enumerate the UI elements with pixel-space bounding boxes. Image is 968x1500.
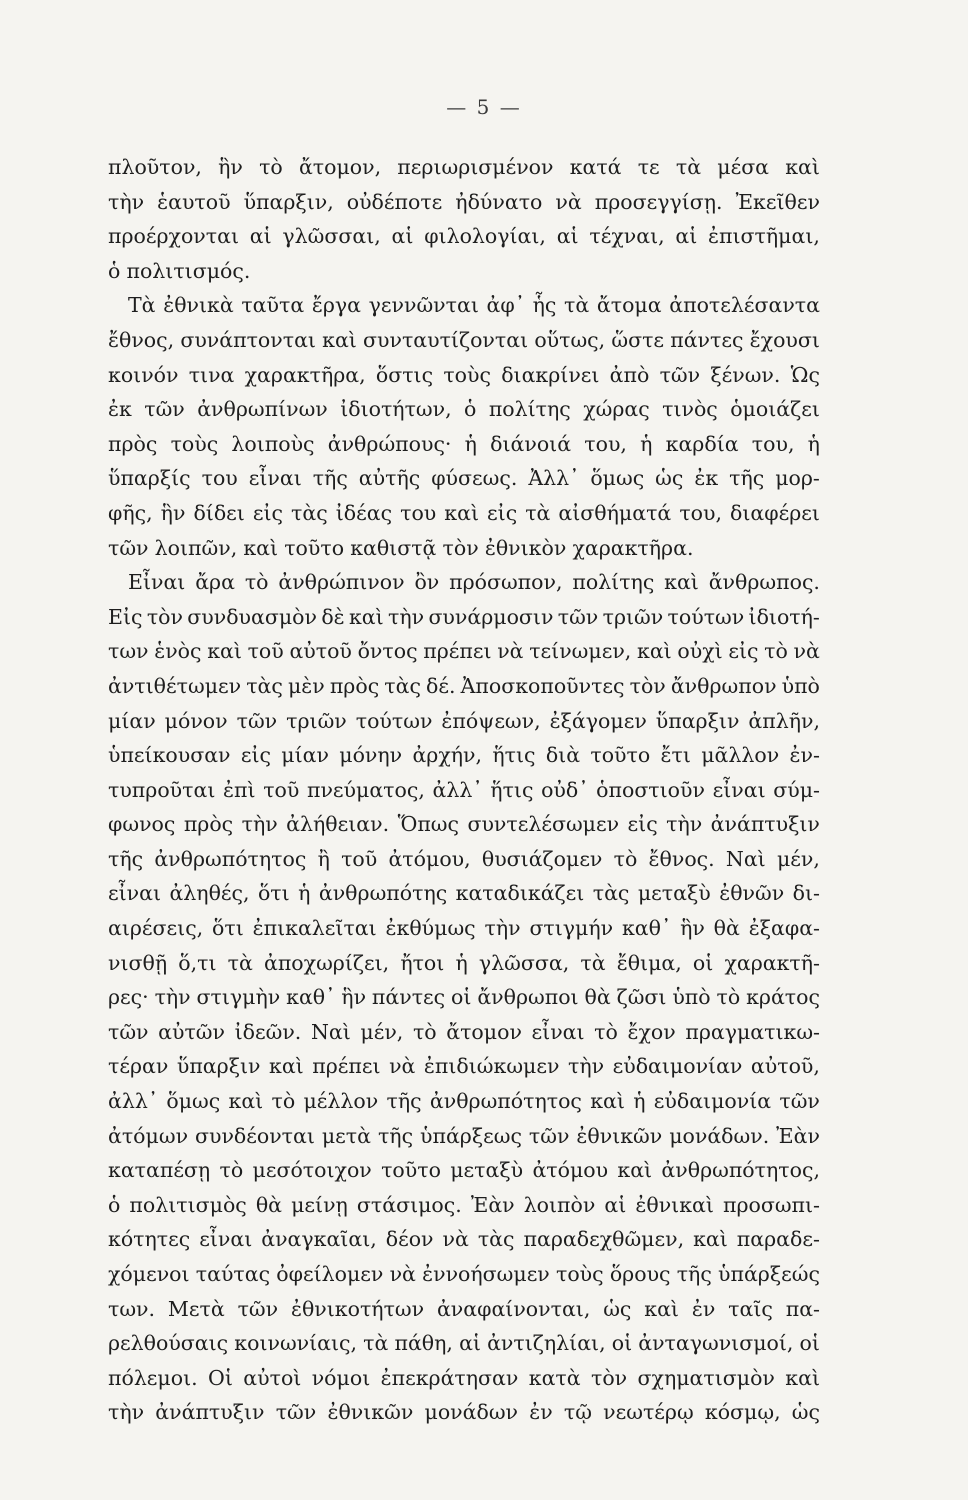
text-line: τὴν ἑαυτοῦ ὕπαρξιν, οὐδέποτε ἠδύνατο νὰ προσεγγίσῃ. Ἐκεῖθεν xyxy=(108,189,820,214)
body-text xyxy=(108,150,820,1430)
text-line: ἀντιθέτωμεν τὰς μὲν πρὸς τὰς δέ. Ἀποσκοποῦντες τὸν ἄνθρωπον ὑπὸ xyxy=(108,673,820,698)
text-line: ὁ πολιτισμός. xyxy=(108,258,251,283)
page-number: — 5 — xyxy=(446,95,522,119)
text-line: φωνος πρὸς τὴν ἀλήθειαν. Ὅπως συντελέσωμεν εἰς τὴν ἀνάπτυξιν xyxy=(108,812,820,837)
text-line: τέραν ὕπαρξιν καὶ πρέπει νὰ ἐπιδιώκωμεν τὴν εὐδαιμονίαν αὐτοῦ, xyxy=(108,1054,820,1079)
text-line: εἶναι ἀληθές, ὅτι ἡ ἀνθρωπότης καταδικάζει τὰς μεταξὺ ἐθνῶν δι- xyxy=(108,881,820,906)
text-line: χόμενοι ταύτας ὀφείλομεν νὰ ἐννοήσωμεν τοὺς ὅρους τῆς ὑπάρξεώς xyxy=(108,1262,820,1286)
text-line: ὁ πολιτισμὸς θὰ μείνῃ στάσιμος. Ἐὰν λοιπὸν αἱ ἐθνικαὶ προσωπι- xyxy=(108,1192,820,1217)
text-line: πόλεμοι. Οἱ αὐτοὶ νόμοι ἐπεκράτησαν κατὰ τὸν σχηματισμὸν καὶ xyxy=(108,1365,820,1390)
text-line: κότητες εἶναι ἀναγκαῖαι, δέον νὰ τὰς παραδεχθῶμεν, καὶ παραδε- xyxy=(108,1227,820,1252)
text-line: τῶν αὐτῶν ἰδεῶν. Ναὶ μέν, τὸ ἄτομον εἶναι τὸ ἔχον πραγματικω- xyxy=(108,1019,820,1044)
text-line: ὑπείκουσαν εἰς μίαν μόνην ἀρχήν, ἥτις διὰ τοῦτο ἔτι μᾶλλον ἐν- xyxy=(108,743,820,768)
text-line: μίαν μόνον τῶν τριῶν τούτων ἐπόψεων, ἐξάγομεν ὕπαρξιν ἀπλῆν, xyxy=(108,708,820,733)
text-line: φῆς, ἣν δίδει εἰς τὰς ἰδέας του καὶ εἰς τὰ αἰσθήματά του, διαφέρει xyxy=(108,500,820,525)
text-line: Εἰς τὸν συνδυασμὸν δὲ καὶ τὴν συνάρμοσιν τῶν τριῶν τούτων ἰδιοτή- xyxy=(108,604,820,629)
text-line: κοινόν τινα χαρακτῆρα, ὅστις τοὺς διακρίνει ἀπὸ τῶν ξένων. Ὡς xyxy=(108,362,820,387)
text-line: τῆς ἀνθρωπότητος ἢ τοῦ ἀτόμου, θυσιάζομεν τὸ ἔθνος. Ναὶ μέν, xyxy=(108,846,820,871)
text-line: ἔθνος, συνάπτονται καὶ συνταυτίζονται οὕτως, ὥστε πάντες ἔχουσι xyxy=(108,327,820,352)
text-line: πλοῦτον, ἣν τὸ ἄτομον, περιωρισμένον κατά τε τὰ μέσα καὶ xyxy=(108,155,820,179)
text-line: πρὸς τοὺς λοιποὺς ἀνθρώπους· ἡ διάνοιά του, ἡ καρδία του, ἡ xyxy=(108,431,820,456)
text-line: τυπροῦται ἐπὶ τοῦ πνεύματος, ἀλλ᾽ ἥτις οὐδ᾽ ὁποστιοῦν εἶναι σύμ- xyxy=(108,777,820,802)
text-line: Τὰ ἐθνικὰ ταῦτα ἔργα γεννῶνται ἀφ᾽ ἧς τὰ ἄτομα ἀποτελέσαντα xyxy=(128,293,820,318)
text-line: αιρέσεις, ὅτι ἐπικαλεῖται ἐκθύμως τὴν στιγμήν καθ᾽ ἣν θὰ ἐξαφα- xyxy=(108,916,820,941)
text-line: τὴν ἀνάπτυξιν τῶν ἐθνικῶν μονάδων ἐν τῷ νεωτέρῳ κόσμῳ, ὡς xyxy=(108,1400,820,1425)
text-line: Εἶναι ἄρα τὸ ἀνθρώπινον ὂν πρόσωπον, πολίτης καὶ ἄνθρωπος. xyxy=(128,570,820,595)
text-line: των. Μετὰ τῶν ἐθνικοτήτων ἀναφαίνονται, ὡς καὶ ἐν ταῖς πα- xyxy=(108,1296,820,1321)
text-line: καταπέσῃ τὸ μεσότοιχον τοῦτο μεταξὺ ἀτόμου καὶ ἀνθρωπότητος, xyxy=(108,1158,820,1183)
text-line: ἀτόμων συνδέονται μετὰ τῆς ὑπάρξεως τῶν ἐθνικῶν μονάδων. Ἐὰν xyxy=(108,1123,820,1148)
text-line: τῶν λοιπῶν, καὶ τοῦτο καθιστᾷ τὸν ἐθνικὸν χαρακτῆρα. xyxy=(108,535,694,560)
text-line: νισθῇ ὅ,τι τὰ ἀποχωρίζει, ἤτοι ἡ γλῶσσα, τὰ ἔθιμα, οἱ χαρακτῆ- xyxy=(108,950,820,975)
text-line: προέρχονται αἱ γλῶσσαι, αἱ φιλολογίαι, αἱ τέχναι, αἱ ἐπιστῆμαι, xyxy=(108,224,820,249)
text-line: ἀλλ᾽ ὅμως καὶ τὸ μέλλον τῆς ἀνθρωπότητος καὶ ἡ εὐδαιμονία τῶν xyxy=(108,1089,820,1114)
text-line: των ἑνὸς καὶ τοῦ αὐτοῦ ὄντος πρέπει νὰ τείνωμεν, καὶ οὐχὶ εἰς τὸ νὰ xyxy=(108,639,820,664)
text-line: ὕπαρξίς του εἶναι τῆς αὐτῆς φύσεως. Ἀλλ᾽ ὅμως ὡς ἐκ τῆς μορ- xyxy=(108,466,820,491)
text-line: ἐκ τῶν ἀνθρωπίνων ἰδιοτήτων, ὁ πολίτης χώρας τινὸς ὁμοιάζει xyxy=(108,397,820,422)
text-line: ρες· τὴν στιγμὴν καθ᾽ ἣν πάντες οἱ ἄνθρωποι θὰ ζῶσι ὑπὸ τὸ κράτος xyxy=(108,985,820,1010)
text-line: ρελθούσαις κοινωνίαις, τὰ πάθη, αἱ ἀντιζηλίαι, οἱ ἀνταγωνισμοί, οἱ xyxy=(108,1331,820,1356)
